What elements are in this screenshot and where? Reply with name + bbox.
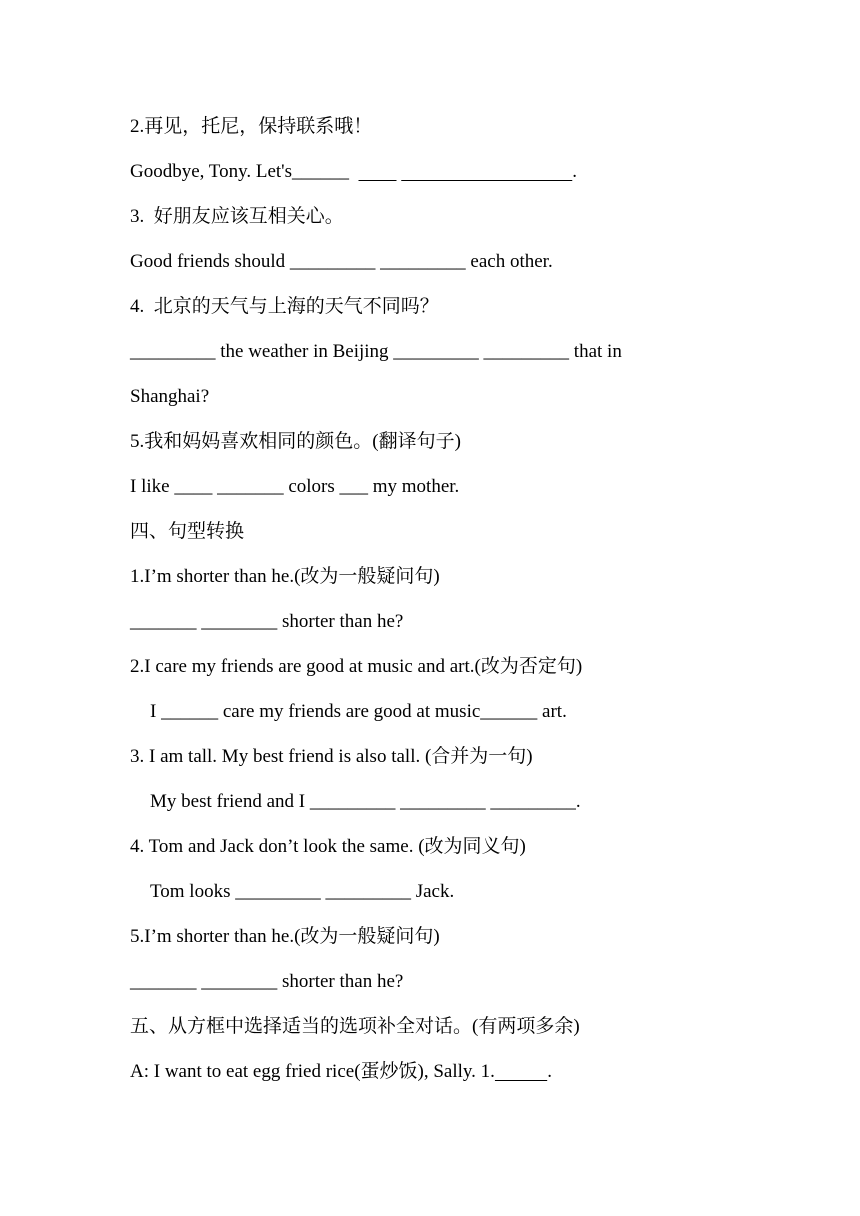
q4-english-sentence-continued: Shanghai? bbox=[130, 386, 210, 407]
q2-prefix: Goodbye, Tony. Let's bbox=[130, 161, 292, 182]
transform-q2-answer: I ______ care my friends are good at music______ art. bbox=[150, 701, 567, 722]
transform-q5-answer: _______ ________ shorter than he? bbox=[130, 971, 404, 992]
transform-q4-prompt: 4. Tom and Jack don’t look the same. (改为同义句) bbox=[130, 836, 526, 857]
section-4-heading: 四、句型转换 bbox=[130, 521, 245, 542]
q5-english-sentence: I like ____ _______ colors ___ my mother. bbox=[130, 476, 460, 497]
q2-blank-1: ______ bbox=[292, 161, 349, 182]
q2-blank-2 bbox=[359, 161, 397, 182]
transform-q5-prompt: 5.I’m shorter than he.(改为一般疑问句) bbox=[130, 926, 440, 947]
transform-q3-answer: My best friend and I _________ _________ _________. bbox=[150, 791, 581, 812]
transform-q3-prompt: 3. I am tall. My best friend is also tall. (合并为一句) bbox=[130, 746, 533, 767]
transform-q4-answer: Tom looks _________ _________ Jack. bbox=[150, 881, 455, 902]
q2-suffix: . bbox=[572, 161, 577, 182]
section-5-heading: 五、从方框中选择适当的选项补全对话。(有两项多余) bbox=[130, 1016, 580, 1037]
dialogue-prefix: A: I want to eat egg fried rice(蛋炒饭), Sally. 1. bbox=[130, 1061, 495, 1082]
transform-q1-prompt: 1.I’m shorter than he.(改为一般疑问句) bbox=[130, 566, 440, 587]
q3-chinese-prompt: 3. 好朋友应该互相关心。 bbox=[130, 206, 344, 227]
transform-q2-prompt: 2.I care my friends are good at music and art.(改为否定句) bbox=[130, 656, 583, 677]
q3-english-sentence: Good friends should _________ _________ each other. bbox=[130, 251, 553, 272]
q5-chinese-prompt: 5.我和妈妈喜欢相同的颜色。(翻译句子) bbox=[130, 431, 461, 452]
q2-blank-3 bbox=[401, 161, 572, 182]
q4-chinese-prompt: 4. 北京的天气与上海的天气不同吗？ bbox=[130, 296, 439, 317]
dialogue-line-a bbox=[130, 1060, 552, 1084]
q2-chinese-prompt: 2.再见，托尼，保持联系哦！ bbox=[130, 116, 373, 137]
dialogue-blank-1 bbox=[495, 1061, 547, 1082]
q2-english-sentence bbox=[130, 160, 577, 184]
transform-q1-answer: _______ ________ shorter than he? bbox=[130, 611, 404, 632]
dialogue-suffix: . bbox=[547, 1061, 552, 1082]
q4-english-sentence: _________ the weather in Beijing _________ _________ that in bbox=[130, 341, 622, 362]
